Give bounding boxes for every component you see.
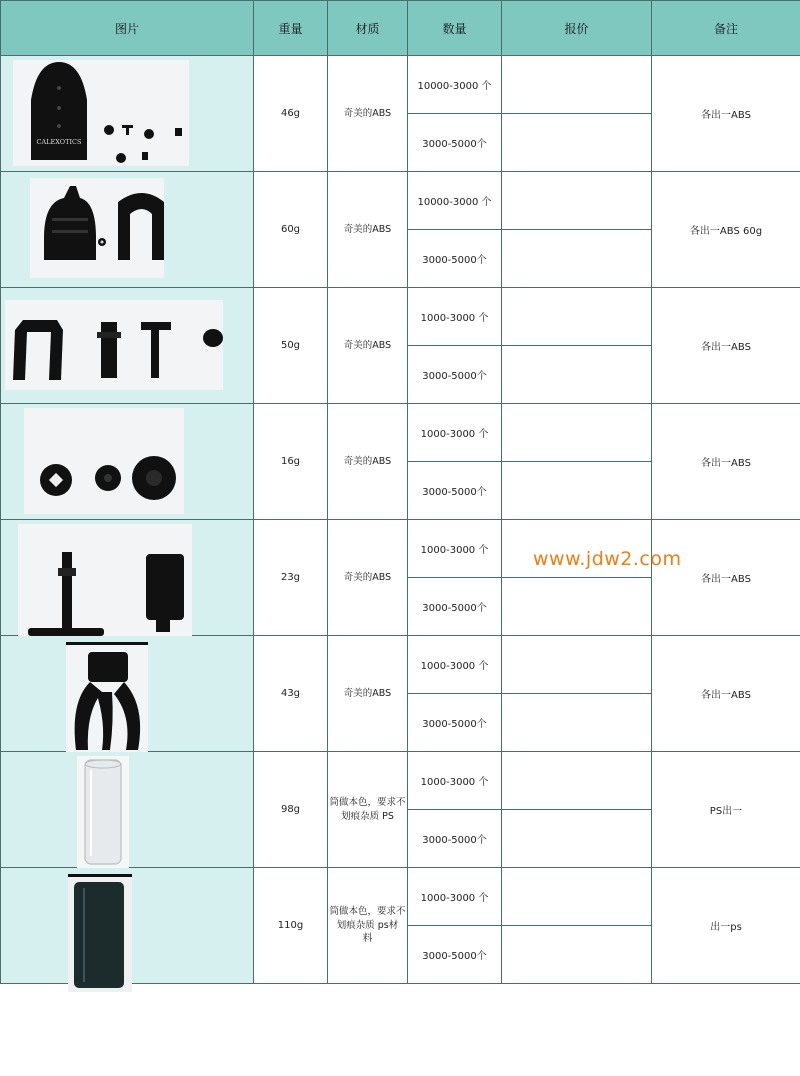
- material-cell: 奇美的ABS: [328, 172, 408, 288]
- material-line: 筒做本色，要求不: [329, 796, 406, 808]
- weight-cell: 60g: [254, 172, 328, 288]
- price-cell: [502, 636, 652, 694]
- material-cell: [328, 752, 408, 868]
- weight-cell: 98g: [254, 752, 328, 868]
- note-cell: 各出一ABS: [652, 520, 800, 636]
- product-picture-cell: [1, 172, 254, 288]
- note-cell: 各出一ABS: [652, 56, 800, 172]
- material-line: 筒做本色，要求不: [329, 905, 406, 917]
- product-picture-cell: [1, 868, 254, 984]
- material-cell: 奇美的ABS: [328, 404, 408, 520]
- quantity-cell: 3000-5000个: [408, 810, 502, 868]
- quantity-cell: 1000-3000 个: [408, 868, 502, 926]
- product-photo-bulb-cap: [13, 60, 189, 166]
- price-cell: [502, 230, 652, 288]
- header-material: 材质: [328, 1, 408, 56]
- material-cell: 奇美的ABS: [328, 56, 408, 172]
- product-photo-dark-cylinder: [68, 874, 132, 992]
- product-picture-cell: [1, 636, 254, 752]
- quantity-cell: 3000-5000个: [408, 462, 502, 520]
- header-note: 备注: [652, 1, 800, 56]
- product-picture-cell: [1, 520, 254, 636]
- table-row: [1, 288, 800, 346]
- product-photo-housing-ring: [30, 178, 164, 278]
- quantity-cell: 10000-3000 个: [408, 172, 502, 230]
- table-row: [1, 404, 800, 462]
- note-cell: 各出一ABS: [652, 636, 800, 752]
- price-cell: [502, 578, 652, 636]
- quantity-cell: 3000-5000个: [408, 694, 502, 752]
- quantity-cell: 3000-5000个: [408, 578, 502, 636]
- product-photo-grip: [66, 642, 148, 758]
- quantity-cell: 1000-3000 个: [408, 520, 502, 578]
- product-photo-washers: [24, 408, 184, 514]
- price-cell: [502, 172, 652, 230]
- quantity-cell: 3000-5000个: [408, 114, 502, 172]
- quantity-cell: 1000-3000 个: [408, 288, 502, 346]
- quantity-cell: 1000-3000 个: [408, 404, 502, 462]
- weight-cell: 46g: [254, 56, 328, 172]
- note-cell: 各出一ABS 60g: [652, 172, 800, 288]
- price-cell: [502, 288, 652, 346]
- weight-cell: 23g: [254, 520, 328, 636]
- quantity-cell: 10000-3000 个: [408, 56, 502, 114]
- price-cell: [502, 56, 652, 114]
- product-photo-t-valve: [18, 524, 192, 644]
- table-row: [1, 56, 800, 114]
- header-price: 报价: [502, 1, 652, 56]
- price-cell: [502, 810, 652, 868]
- note-cell: 各出一ABS: [652, 288, 800, 404]
- quantity-cell: 1000-3000 个: [408, 636, 502, 694]
- material-cell: [328, 868, 408, 984]
- table-row: [1, 172, 800, 230]
- material-cell: 奇美的ABS: [328, 520, 408, 636]
- header-quantity: 数量: [408, 1, 502, 56]
- note-cell: 各出一ABS: [652, 404, 800, 520]
- product-picture-cell: [1, 56, 254, 172]
- price-cell: [502, 694, 652, 752]
- quantity-cell: 1000-3000 个: [408, 752, 502, 810]
- weight-cell: 43g: [254, 636, 328, 752]
- material-line: 划痕杂质 PS: [341, 810, 394, 822]
- product-picture-cell: [1, 752, 254, 868]
- quantity-cell: 3000-5000个: [408, 926, 502, 984]
- table-row: [1, 636, 800, 694]
- header-weight: 重量: [254, 1, 328, 56]
- product-picture-cell: [1, 404, 254, 520]
- header-row: [1, 1, 800, 56]
- price-cell: [502, 926, 652, 984]
- quantity-cell: 3000-5000个: [408, 346, 502, 404]
- watermark-text: www.jdw2.com: [533, 548, 682, 570]
- price-cell: [502, 114, 652, 172]
- weight-cell: 16g: [254, 404, 328, 520]
- price-cell: [502, 752, 652, 810]
- weight-cell: 50g: [254, 288, 328, 404]
- price-cell: [502, 404, 652, 462]
- product-photo-handle-parts: [5, 300, 223, 390]
- product-picture-cell: [1, 288, 254, 404]
- material-line: 划痕杂质 ps材: [336, 919, 399, 931]
- material-line: 料: [362, 933, 373, 945]
- quantity-cell: 3000-5000个: [408, 230, 502, 288]
- product-logo-text: CALEXOTICS: [36, 138, 82, 146]
- product-photo-clear-cylinder: [77, 756, 129, 868]
- header-picture: 图片: [1, 1, 254, 56]
- material-cell: 奇美的ABS: [328, 636, 408, 752]
- note-cell: 出一ps: [652, 868, 800, 984]
- price-cell: [502, 462, 652, 520]
- table-row: [1, 752, 800, 810]
- weight-cell: 110g: [254, 868, 328, 984]
- price-cell: [502, 346, 652, 404]
- note-cell: PS出一: [652, 752, 800, 868]
- material-cell: 奇美的ABS: [328, 288, 408, 404]
- table-row: [1, 868, 800, 926]
- price-cell: [502, 868, 652, 926]
